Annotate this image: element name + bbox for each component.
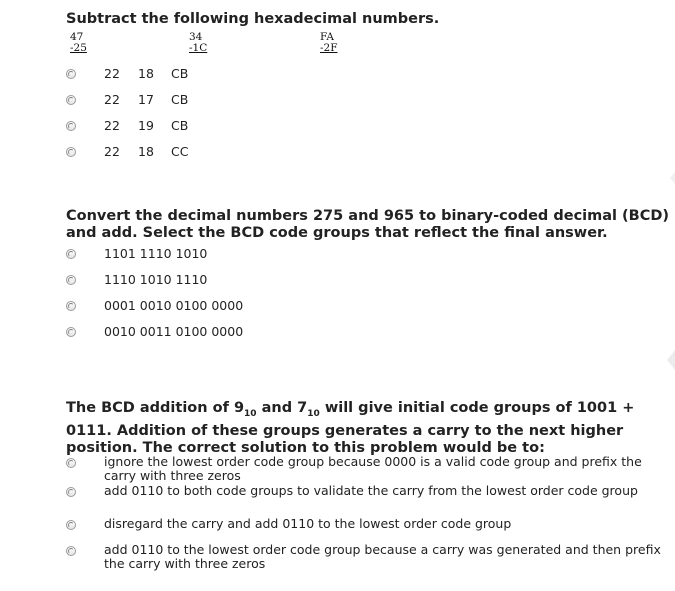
radio-button[interactable] — [66, 458, 76, 468]
question-3 — [66, 400, 666, 457]
radio-button[interactable] — [66, 487, 76, 497]
option-value-c: CB — [171, 66, 189, 81]
option-value-c: CC — [171, 144, 189, 159]
option-value-a: 22 — [104, 118, 120, 133]
subscript-base: 10 — [244, 408, 257, 419]
radio-button[interactable] — [66, 275, 76, 285]
q2-option-3-label: 0001 0010 0100 0000 — [104, 298, 244, 313]
question-3-title-part-1: The BCD addition of 9 — [66, 400, 245, 416]
edge-tab-marker — [670, 172, 675, 184]
question-1 — [66, 11, 439, 28]
option-value-a: 22 — [104, 92, 120, 107]
radio-button[interactable] — [66, 121, 76, 131]
q1-option-2-label — [104, 92, 188, 107]
question-1-title: Subtract the following hexadecimal numbers. — [66, 11, 440, 27]
question-3-title-part-3: will give initial code groups of 1001 + 0111. Addition of these groups generates a carry to the next higher position. The correct solution to this problem would be to: — [66, 400, 635, 456]
question-3-title-part-2: and 7 — [256, 400, 308, 416]
problem-2-bottom: -1C — [189, 42, 208, 54]
radio-button[interactable] — [66, 95, 76, 105]
radio-button[interactable] — [66, 546, 76, 556]
q1-option-3-label — [104, 118, 188, 133]
q2-option-4-label: 0010 0011 0100 0000 — [104, 324, 244, 339]
q3-option-4-label: add 0110 to the lowest order code group because a carry was generated and then prefix the carry with three zeros — [104, 542, 661, 571]
option-value-c: CB — [171, 118, 189, 133]
subscript-base: 10 — [307, 408, 320, 419]
question-2 — [66, 208, 671, 242]
option-value-b: 18 — [138, 144, 154, 159]
question-2-title: Convert the decimal numbers 275 and 965 to binary-coded decimal (BCD) and add. Select the BCD code groups that reflect the final answer. — [66, 208, 670, 241]
radio-button[interactable] — [66, 249, 76, 259]
q1-option-1-label — [104, 66, 188, 81]
option-value-c: CB — [171, 92, 189, 107]
problem-1-top: 47 — [70, 31, 84, 43]
radio-button[interactable] — [66, 147, 76, 157]
q3-option-2-label: add 0110 to both code groups to validate the carry from the lowest order code group — [104, 483, 638, 498]
problem-1 — [70, 32, 87, 54]
problem-3-top: FA — [320, 31, 334, 43]
q2-option-1-label: 1101 1110 1010 — [104, 246, 208, 261]
edge-tab-marker — [667, 350, 675, 370]
radio-button[interactable] — [66, 301, 76, 311]
problem-2-top: 34 — [189, 31, 203, 43]
question-3-title — [66, 400, 666, 457]
option-value-b: 18 — [138, 66, 154, 81]
option-value-a: 22 — [104, 144, 120, 159]
radio-button[interactable] — [66, 69, 76, 79]
q3-option-1-label: ignore the lowest order code group because 0000 is a valid code group and prefix the carry with three zeros — [104, 454, 642, 483]
option-value-b: 17 — [138, 92, 154, 107]
option-value-a: 22 — [104, 66, 120, 81]
q3-option-3-label: disregard the carry and add 0110 to the lowest order code group — [104, 516, 512, 531]
problem-1-bottom: -25 — [70, 42, 87, 54]
problem-2 — [189, 32, 207, 54]
problem-3-bottom: -2F — [320, 42, 338, 54]
q2-option-2-label: 1110 1010 1110 — [104, 272, 208, 287]
option-value-b: 19 — [138, 118, 154, 133]
problem-3 — [320, 32, 338, 54]
radio-button[interactable] — [66, 327, 76, 337]
q1-option-4-label — [104, 144, 188, 159]
radio-button[interactable] — [66, 520, 76, 530]
